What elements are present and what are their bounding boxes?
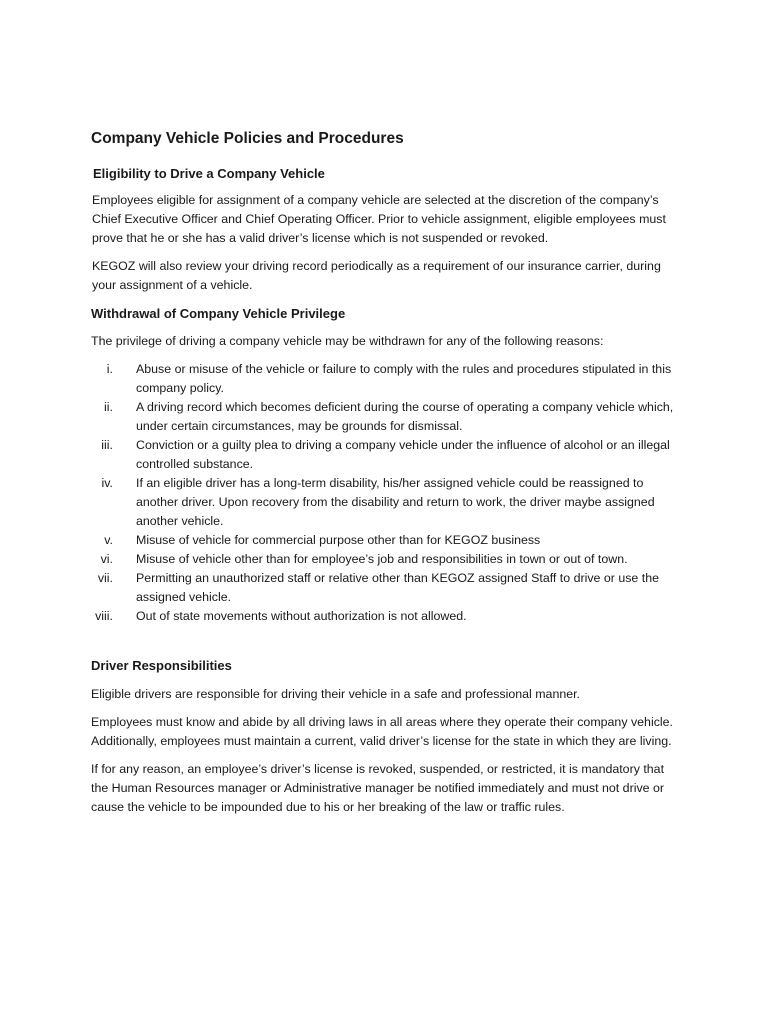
list-item [91,474,681,531]
list-numeral: iv. [101,476,113,490]
list-item-text: Misuse of vehicle other than for employee’s job and responsibilities in town or out of town. [136,552,628,566]
list-item-text: Permitting an unauthorized staff or relative other than KEGOZ assigned Staff to drive or use the assigned vehicle. [136,571,659,604]
withdrawal-intro: The privilege of driving a company vehicle may be withdrawn for any of the following reasons: [91,334,604,348]
list-item-text: Abuse or misuse of the vehicle or failure to comply with the rules and procedures stipulated in this company policy. [136,362,672,395]
list-item [91,531,681,550]
driver-responsibilities-heading: Driver Responsibilities [91,658,232,673]
list-item-text: If an eligible driver has a long-term disability, his/her assigned vehicle could be reassigned to another driver. Upon recovery from the disability and return to work, the driver maybe assigned another vehicle. [136,476,655,528]
list-item-text: A driving record which becomes deficient during the course of operating a company vehicle which, under certain circumstances, may be grounds for dismissal. [136,400,674,433]
document-page [91,126,681,826]
list-item-text: Out of state movements without authorization is not allowed. [136,609,467,623]
list-numeral: v. [104,533,113,547]
list-item [91,360,681,398]
list-item [91,569,681,607]
list-numeral: i. [106,362,113,376]
eligibility-heading: Eligibility to Drive a Company Vehicle [93,166,325,181]
list-item [91,550,681,569]
list-item [91,436,681,474]
safe-driving-paragraph: Eligible drivers are responsible for driving their vehicle in a safe and professional manner. [91,687,581,701]
eligibility-paragraph: Employees eligible for assignment of a company vehicle are selected at the discretion of the company’s Chief Executive Officer and Chief Operating Officer. Prior to vehicle assignment, eligible employees must prove that he or she has a valid driver’s license which is not suspended or revoked. [92,193,666,245]
list-numeral: vii. [97,571,113,585]
list-item-text: Conviction or a guilty plea to driving a company vehicle under the influence of alcohol or an illegal controlled substance. [136,438,670,471]
license-revocation-paragraph: If for any reason, an employee’s driver’s license is revoked, suspended, or restricted, it is mandatory that the Human Resources manager or Administrative manager be notified immediately and must not drive or cause the vehicle to be impounded due to his or her breaking of the law or traffic rules. [91,762,665,814]
withdrawal-heading: Withdrawal of Company Vehicle Privilege [91,306,346,321]
list-numeral: viii. [95,609,113,623]
document-title: Company Vehicle Policies and Procedures [91,130,404,147]
withdrawal-reasons-list [91,360,681,626]
list-item-text: Misuse of vehicle for commercial purpose other than for KEGOZ business [136,533,541,547]
driving-laws-paragraph: Employees must know and abide by all driving laws in all areas where they operate their company vehicle. Additionally, employees must maintain a current, valid driver’s license for the state in which they are living. [91,715,673,748]
list-numeral: vi. [100,552,113,566]
list-item [91,607,681,626]
list-item [91,398,681,436]
list-numeral: ii. [104,400,113,414]
list-numeral: iii. [101,438,113,452]
insurance-review-paragraph: KEGOZ will also review your driving record periodically as a requirement of our insurance carrier, during your assignment of a vehicle. [92,259,661,292]
